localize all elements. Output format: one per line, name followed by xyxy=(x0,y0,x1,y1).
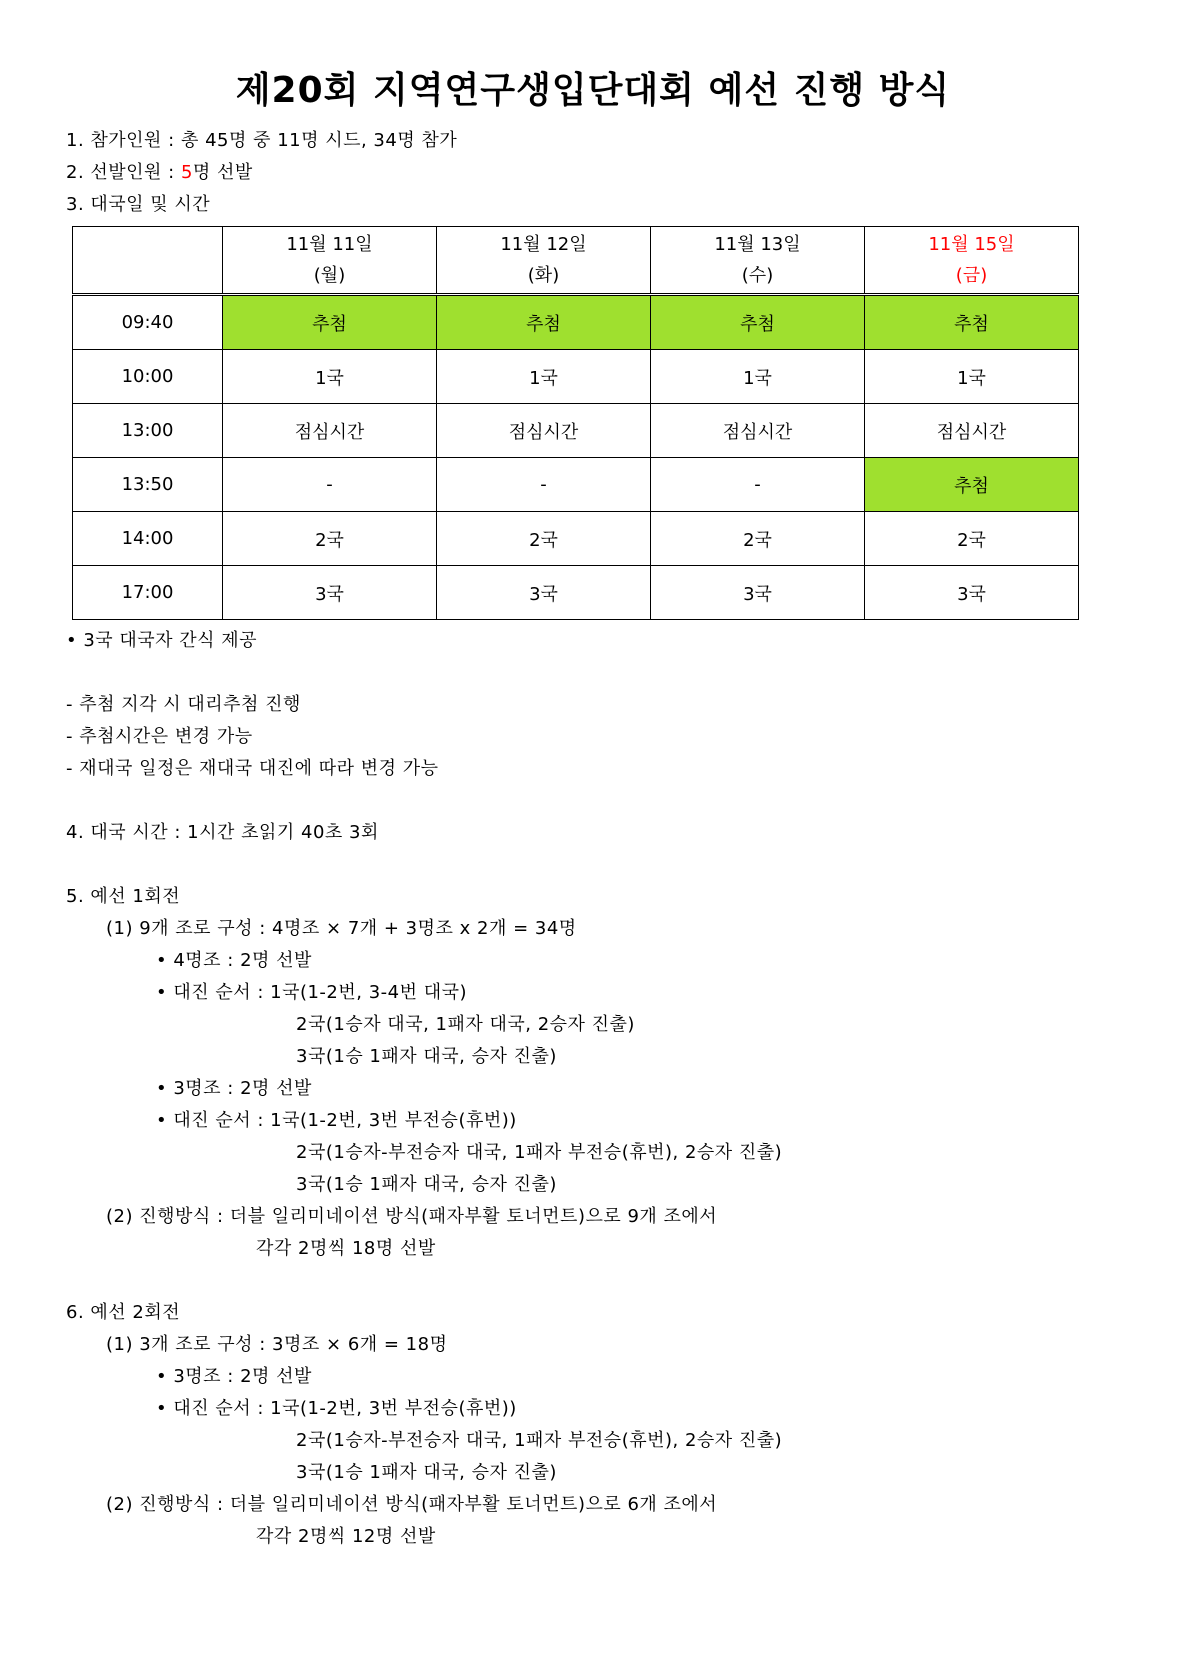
schedule-cell: 2국 xyxy=(865,512,1079,566)
schedule-header-row xyxy=(73,227,1079,295)
schedule-cell: 3국 xyxy=(437,566,651,620)
bullet-item: • 대진 순서 : 1국(1-2번, 3번 부전승(휴번)) xyxy=(156,1398,517,1419)
time-cell: 10:00 xyxy=(73,350,223,404)
schedule-cell: - xyxy=(223,458,437,512)
schedule-cell: 추첨 xyxy=(437,295,651,350)
bullet-item: • 3명조 : 2명 선발 xyxy=(156,1078,312,1099)
header-date: 11월 13일 xyxy=(714,234,801,255)
sub-item: (1) 9개 조로 구성 : 4명조 × 7개 + 3명조 x 2개 = 34명 xyxy=(106,918,577,939)
schedule-cell: 3국 xyxy=(223,566,437,620)
time-cell: 14:00 xyxy=(73,512,223,566)
bullet-continuation: 2국(1승자 대국, 1패자 대국, 2승자 진출) xyxy=(296,1014,635,1035)
time-cell: 09:40 xyxy=(73,295,223,350)
schedule-row xyxy=(73,295,1079,350)
schedule-cell: 2국 xyxy=(223,512,437,566)
schedule-row xyxy=(73,566,1079,620)
bullet-item: • 4명조 : 2명 선발 xyxy=(156,950,312,971)
header-corner-cell xyxy=(73,227,223,295)
schedule-cell: 1국 xyxy=(651,350,865,404)
schedule-table xyxy=(72,226,1079,620)
header-day-cell xyxy=(223,227,437,295)
header-weekday: (월) xyxy=(313,265,346,286)
bullet-continuation: 2국(1승자-부전승자 대국, 1패자 부전승(휴번), 2승자 진출) xyxy=(296,1430,783,1451)
sub-item-continuation: 각각 2명씩 12명 선발 xyxy=(256,1526,436,1547)
header-date: 11월 15일 xyxy=(928,234,1015,255)
schedule-cell: 추첨 xyxy=(865,458,1079,512)
bullet-continuation: 3국(1승 1패자 대국, 승자 진출) xyxy=(296,1174,557,1195)
schedule-cell: - xyxy=(437,458,651,512)
section-heading: 5. 예선 1회전 xyxy=(66,886,181,907)
sub-item-continuation: 각각 2명씩 18명 선발 xyxy=(256,1238,436,1259)
header-weekday: (수) xyxy=(741,265,774,286)
header-day-cell xyxy=(865,227,1079,295)
schedule-cell: 3국 xyxy=(865,566,1079,620)
header-date: 11월 12일 xyxy=(500,234,587,255)
schedule-row xyxy=(73,404,1079,458)
page-title: 제20회 지역연구생입단대회 예선 진행 방식 xyxy=(235,70,951,111)
bullet-continuation: 3국(1승 1패자 대국, 승자 진출) xyxy=(296,1462,557,1483)
header-weekday: (화) xyxy=(527,265,560,286)
item-selection xyxy=(66,158,253,184)
header-day-cell xyxy=(651,227,865,295)
sub-item: (2) 진행방식 : 더블 일리미네이션 방식(패자부활 토너먼트)으로 9개 조에서 xyxy=(106,1206,718,1227)
sub-item: (2) 진행방식 : 더블 일리미네이션 방식(패자부활 토너먼트)으로 6개 조에서 xyxy=(106,1494,718,1515)
sub-item: (1) 3개 조로 구성 : 3명조 × 6개 = 18명 xyxy=(106,1334,448,1355)
schedule-row xyxy=(73,458,1079,512)
header-weekday: (금) xyxy=(955,265,988,286)
schedule-cell: 추첨 xyxy=(223,295,437,350)
schedule-cell: 추첨 xyxy=(651,295,865,350)
snack-note: • 3국 대국자 간식 제공 xyxy=(66,630,258,651)
schedule-cell: 1국 xyxy=(437,350,651,404)
schedule-row xyxy=(73,512,1079,566)
note-item: - 재대국 일정은 재대국 대진에 따라 변경 가능 xyxy=(66,758,439,779)
time-cell: 17:00 xyxy=(73,566,223,620)
item-participants: 1. 참가인원 : 총 45명 중 11명 시드, 34명 참가 xyxy=(66,130,458,151)
header-date: 11월 11일 xyxy=(286,234,373,255)
schedule-cell: 점심시간 xyxy=(651,404,865,458)
schedule-cell: 1국 xyxy=(865,350,1079,404)
schedule-cell: 3국 xyxy=(651,566,865,620)
schedule-cell: 추첨 xyxy=(865,295,1079,350)
item-game-time: 4. 대국 시간 : 1시간 초읽기 40초 3회 xyxy=(66,822,379,843)
note-item: - 추첨시간은 변경 가능 xyxy=(66,726,253,747)
header-day-cell xyxy=(437,227,651,295)
schedule-cell: 2국 xyxy=(437,512,651,566)
item-selection-suffix: 명 선발 xyxy=(192,162,253,183)
schedule-cell: 1국 xyxy=(223,350,437,404)
item-selection-prefix: 2. 선발인원 : xyxy=(66,162,181,183)
item-selection-number: 5 xyxy=(180,162,193,183)
bullet-item: • 3명조 : 2명 선발 xyxy=(156,1366,312,1387)
schedule-cell: 점심시간 xyxy=(223,404,437,458)
schedule-cell: 점심시간 xyxy=(437,404,651,458)
note-item: - 추첨 지각 시 대리추첨 진행 xyxy=(66,694,301,715)
schedule-cell: - xyxy=(651,458,865,512)
bullet-item: • 대진 순서 : 1국(1-2번, 3-4번 대국) xyxy=(156,982,468,1003)
schedule-cell: 2국 xyxy=(651,512,865,566)
bullet-continuation: 3국(1승 1패자 대국, 승자 진출) xyxy=(296,1046,557,1067)
schedule-row xyxy=(73,350,1079,404)
item-schedule-heading: 3. 대국일 및 시간 xyxy=(66,194,211,215)
schedule-cell: 점심시간 xyxy=(865,404,1079,458)
section-heading: 6. 예선 2회전 xyxy=(66,1302,181,1323)
bullet-item: • 대진 순서 : 1국(1-2번, 3번 부전승(휴번)) xyxy=(156,1110,517,1131)
bullet-continuation: 2국(1승자-부전승자 대국, 1패자 부전승(휴번), 2승자 진출) xyxy=(296,1142,783,1163)
time-cell: 13:00 xyxy=(73,404,223,458)
time-cell: 13:50 xyxy=(73,458,223,512)
